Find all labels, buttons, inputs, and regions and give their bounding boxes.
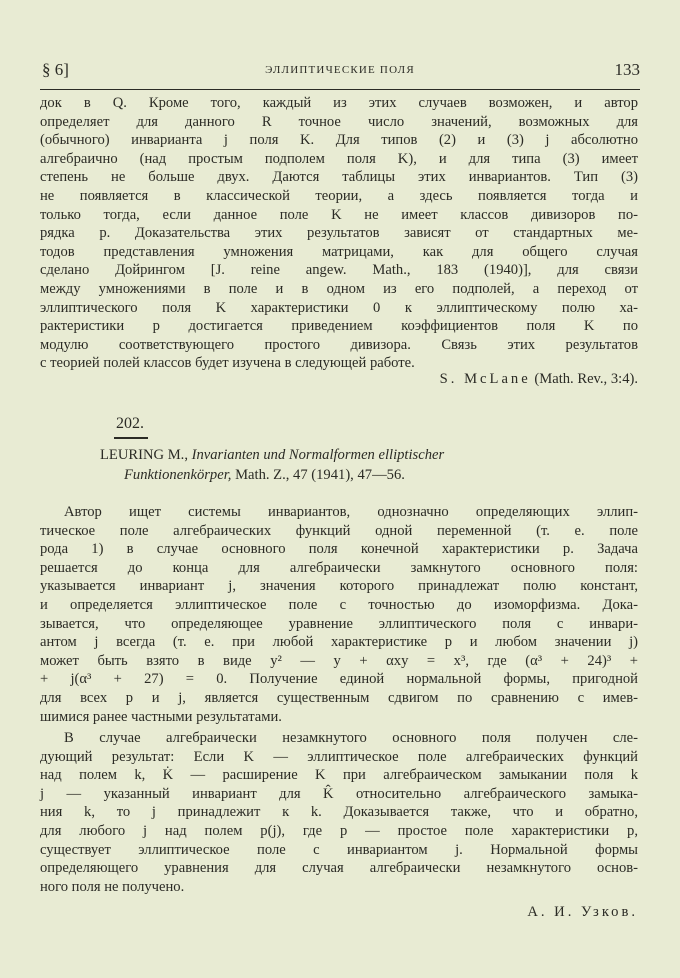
text-line: эллиптического поля K характеристики 0 к эллиптическому полю ха- [40, 299, 638, 316]
page-number: 133 [614, 60, 640, 79]
text-line: ного поля не получено. [40, 878, 185, 895]
citation-title-cont: Funktionenkörper, [124, 467, 232, 483]
review-202-paragraph-2 [40, 729, 638, 896]
text-line: ния k, то j принадлежит к k. Доказывается также, что и обратно, [40, 804, 638, 821]
text-line: тическое поле алгебраических функций одной переменной (т. е. поле [40, 522, 638, 539]
text-line: с теорией полей классов будет изучена в следующей работе. [40, 355, 415, 372]
text-line: + j(α³ + 27) = 0. Получение единой нормальной формы, пригодной [40, 671, 638, 688]
text-line: для любого j над полем p(j), где p — простое поле характеристики p, [40, 822, 638, 839]
text-line: док в Q. Кроме того, каждый из этих случаев возможен, и автор [40, 95, 638, 111]
citation-author: LEURING M., [100, 447, 188, 463]
review-number-rule [114, 437, 148, 439]
text-line: над полем k, K̇ — расширение K при алгебраическом замыкании поля k [40, 767, 638, 784]
text-line: рода 1) в случае основного поля конечной характеристики p. Задача [40, 541, 638, 558]
text-line: дующий результат: Если K — эллиптическое поле алгебраических функций [40, 748, 638, 765]
text-line: решается до конца для алгебраически замкнутого основного поля: [40, 559, 638, 576]
text-line: степень не больше двух. Даются таблицы этих инвариантов. Тип (3) [40, 169, 638, 186]
text-line: и определяется эллиптическое поле с точностью до изоморфизма. Дока- [40, 596, 638, 613]
review-source: (Math. Rev., 3:4). [534, 371, 638, 387]
text-line: рядка p. Доказательства этих результатов зависят от стандартных ме- [40, 225, 638, 242]
review-201-signature [440, 371, 638, 388]
reviewer-name: А. И. Узков. [527, 904, 638, 920]
text-line: указывается инвариант j, значения которого принадлежат полю констант, [40, 578, 638, 595]
text-line: Автор ищет системы инвариантов, однозначно определяющих эллип- [64, 504, 638, 520]
text-line: тодов представления умножения матрицами, как для общего случая [40, 243, 638, 260]
header-rule [40, 89, 640, 90]
text-line: рактеристики p достигается приведением коэффициентов поля K по [40, 318, 638, 335]
text-line: зывается, что определяющее уравнение эллиптического поля с инвари- [40, 615, 638, 632]
text-line: только тогда, если данное поле K не имеет классов дивизоров по- [40, 206, 638, 223]
reviewer-name: S. McLane [439, 371, 531, 387]
text-line: определяющего уравнения для случая алгебраически незамкнутого основ- [40, 860, 638, 877]
citation-line-1 [100, 447, 444, 464]
citation-title: Invarianten und Normalformen elliptischer [191, 447, 445, 463]
review-number: 202. [116, 415, 144, 432]
review-202-signature [527, 904, 638, 921]
text-line: существует эллиптическое поле с инвариантом j. Нормальной формы [40, 841, 638, 858]
text-line: модулю соответствующего простого дивизора. Связь этих результатов [40, 336, 638, 353]
running-title: ЭЛЛИПТИЧЕСКИЕ ПОЛЯ [265, 64, 415, 76]
review-202-paragraph-1 [40, 503, 638, 726]
review-201-text [40, 94, 638, 373]
text-line: для всех p и j, является существенным сдвигом по сравнению с имев- [40, 689, 638, 706]
text-line: В случае алгебраически незамкнутого основного поля получен сле- [64, 730, 638, 746]
citation-journal: Math. Z., 47 (1941), 47—56. [235, 467, 405, 483]
text-line: между умножениями в поле и в одном из его подполей, а переход от [40, 280, 638, 297]
text-line: не появляется в классической теории, а здесь появляется тогда и [40, 187, 638, 204]
text-line: может быть взято в виде y² — y + αxy = x³, где (α³ + 24)³ + [40, 652, 638, 669]
section-marker: § 6] [42, 60, 69, 79]
text-line: антом j всегда (т. е. при любой характеристике p и любом значении j) [40, 634, 638, 651]
text-line: определяет для данного R точное число значений, возможных для [40, 113, 638, 130]
text-line: j — указанный инвариант для K̂ относительно алгебраического замыка- [40, 785, 638, 802]
citation-line-2 [124, 467, 405, 484]
text-line: алгебраично (над простым подполем поля K), и для типа (3) имеет [40, 150, 638, 167]
text-line: (обычного) инварианта j поля K. Для типов (2) и (3) j абсолютно [40, 132, 638, 149]
text-line: сделано Дойрингом [J. reine angew. Math., 183 (1940)], для связи [40, 262, 638, 279]
text-line: шимися ранее частными результатами. [40, 708, 282, 725]
